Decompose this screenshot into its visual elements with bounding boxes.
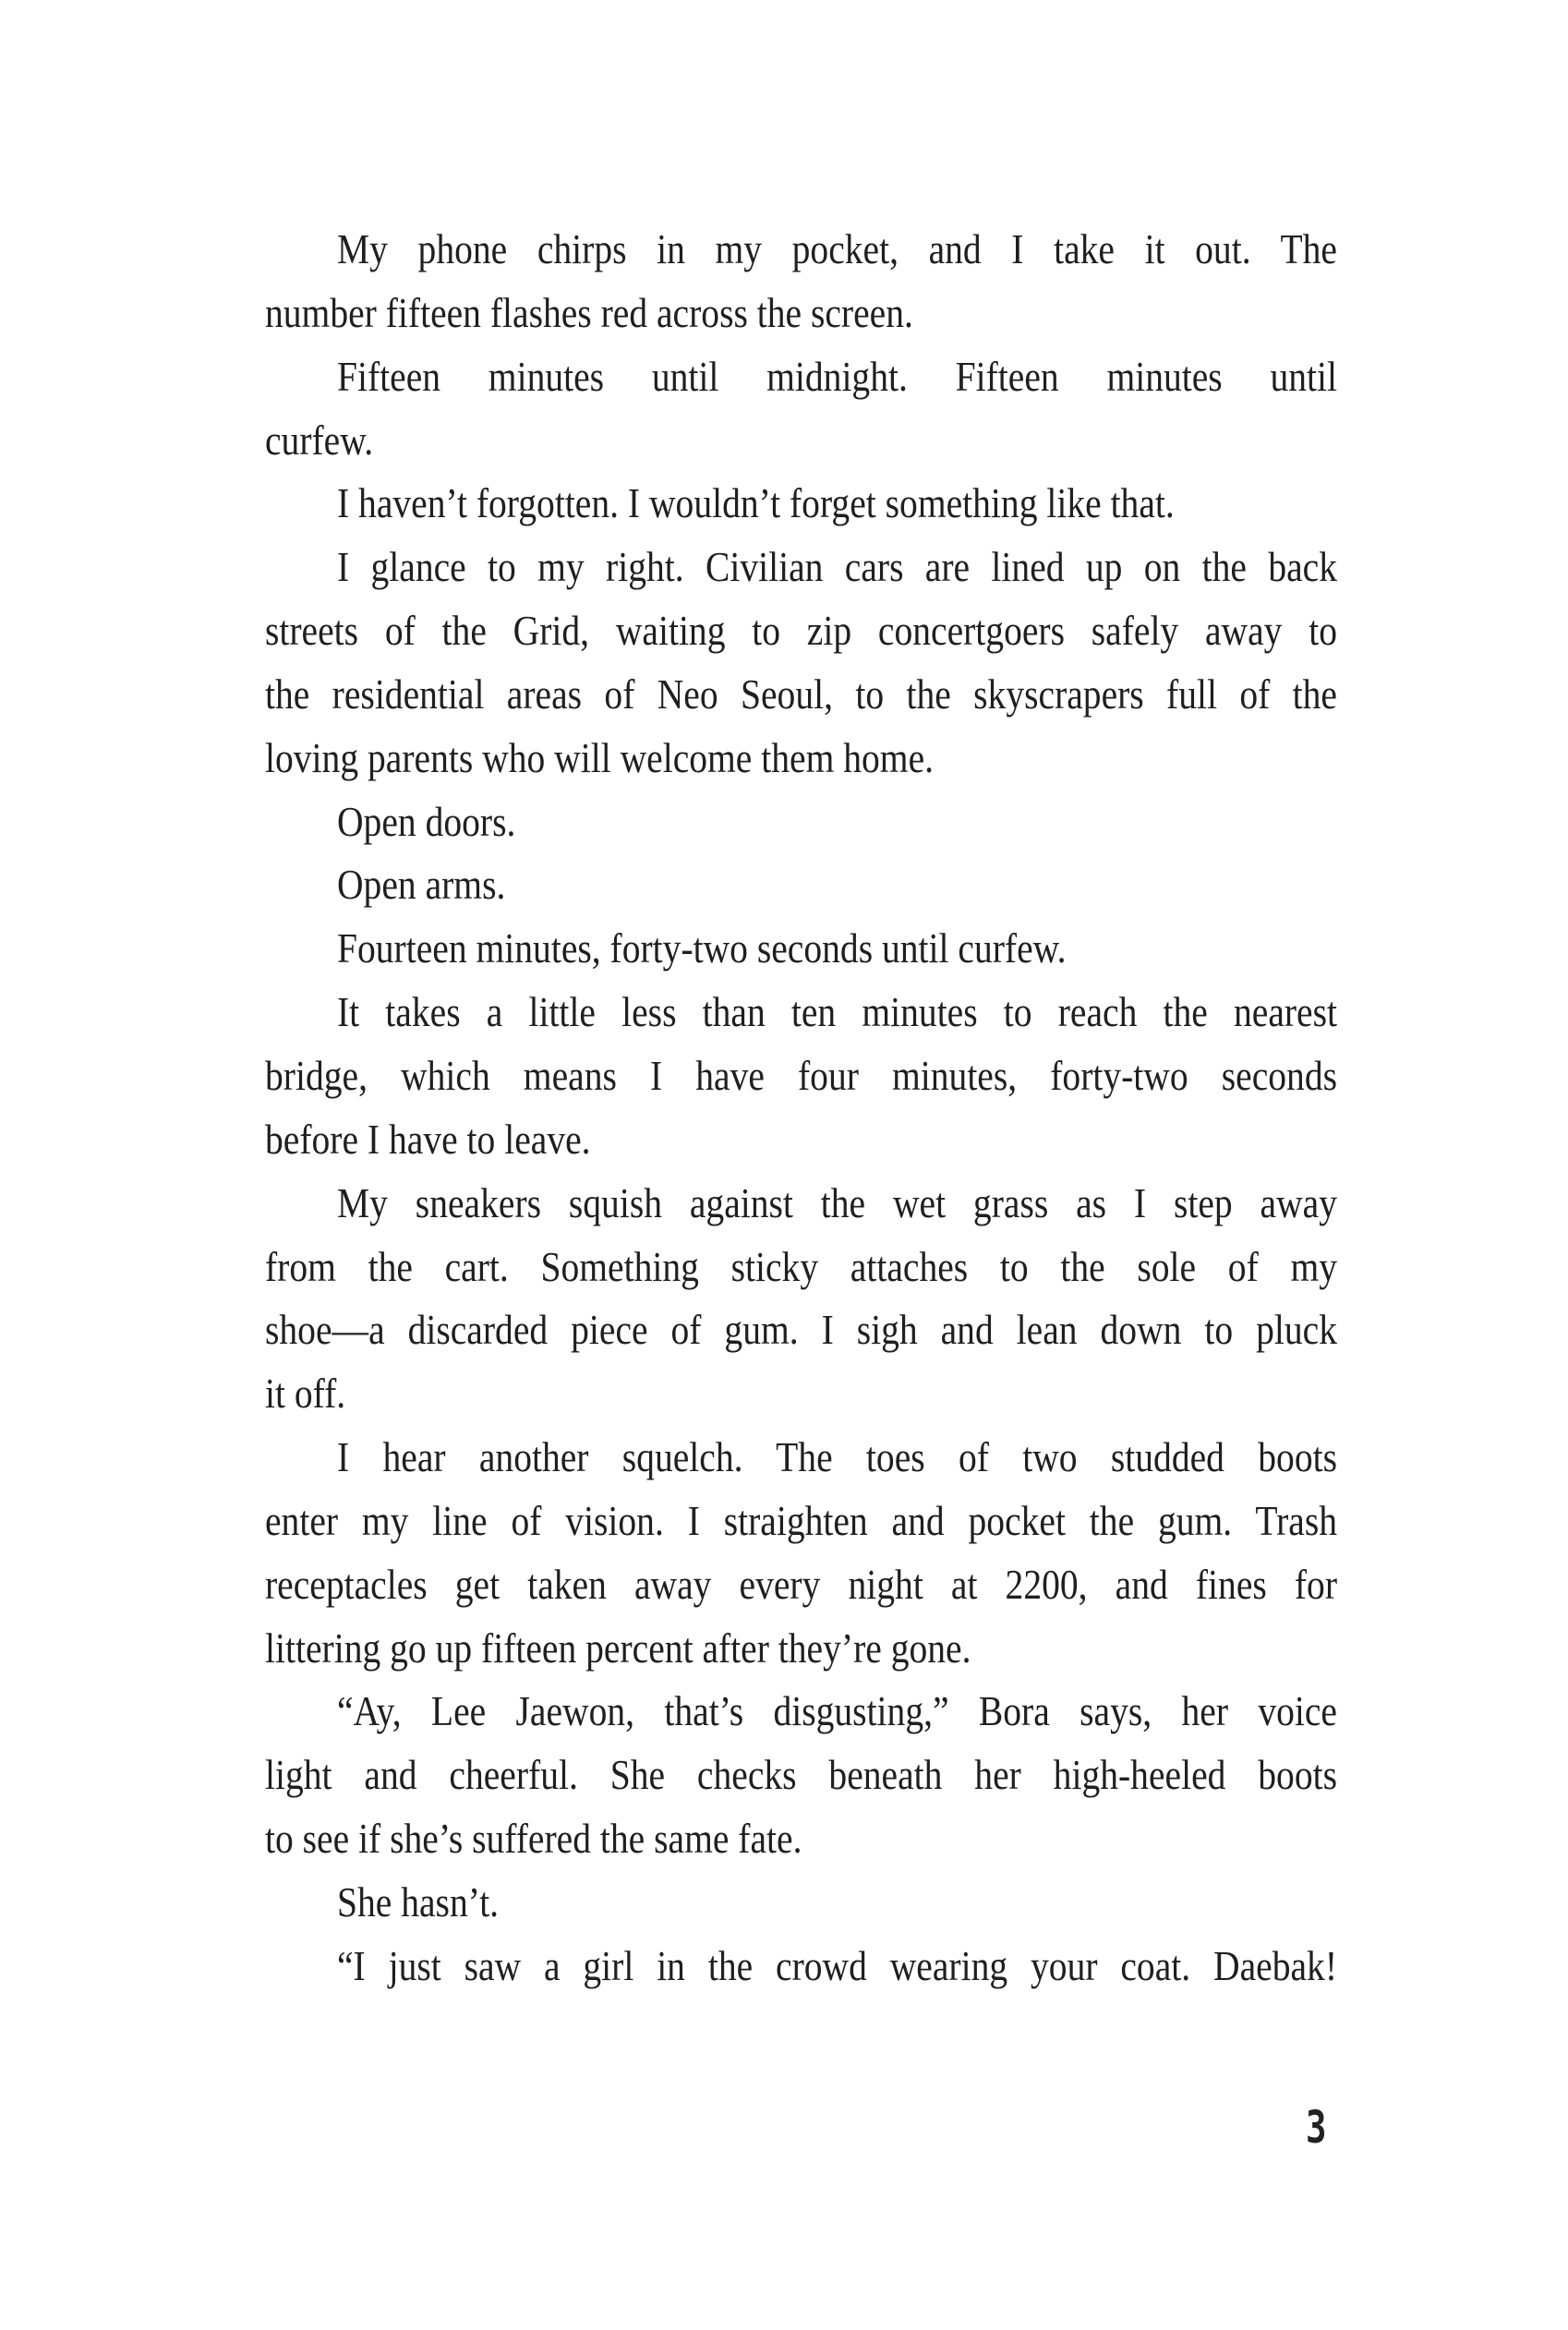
text-line [265, 1617, 1337, 1681]
text-line-content: “I just saw a girl in the crowd wearing your coat. Daebak! [336, 1941, 1338, 1989]
page-number: 3 [1306, 2102, 1327, 2154]
text-line-content: I haven’t forgotten. I wouldn’t forget something like that. [336, 479, 1175, 527]
text-line-content: from the cart. Something sticky attaches to the sole of my [265, 1242, 1337, 1290]
text-line [265, 409, 1337, 473]
text-line [265, 1490, 1337, 1553]
text-line-content: My phone chirps in my pocket, and I take it out. The [336, 225, 1338, 272]
text-line-content: Fourteen minutes, forty-two seconds until curfew. [336, 924, 1067, 972]
text-line-content: “Ay, Lee Jaewon, that’s disgusting,” Bora says, her voice [336, 1687, 1338, 1735]
text-line [265, 1744, 1337, 1807]
text-line-content: before I have to leave. [265, 1115, 591, 1163]
text-line [265, 218, 1337, 282]
text-line-content: receptacles get taken away every night at 2200, and fines for [265, 1560, 1337, 1608]
text-line [265, 1298, 1337, 1362]
text-line [265, 1236, 1337, 1299]
text-line [265, 1108, 1337, 1172]
text-line [265, 1044, 1337, 1108]
text-line [265, 536, 1337, 599]
text-line [265, 1362, 1337, 1426]
text-line-content: I hear another squelch. The toes of two studded boots [336, 1433, 1338, 1481]
text-line-content: enter my line of vision. I straighten and pocket the gum. Trash [265, 1496, 1337, 1544]
text-line [265, 663, 1337, 727]
text-line [265, 1807, 1337, 1871]
text-line-content: number fifteen flashes red across the screen. [265, 288, 913, 336]
text-line [265, 472, 1337, 536]
text-line [265, 791, 1337, 854]
text-line [265, 282, 1337, 345]
text-line-content: shoe—a discarded piece of gum. I sigh and lean down to pluck [265, 1306, 1337, 1354]
text-line [265, 1935, 1337, 1998]
text-line [265, 727, 1337, 791]
text-line-content: to see if she’s suffered the same fate. [265, 1815, 802, 1863]
text-line-content: the residential areas of Neo Seoul, to the skyscrapers full of the [265, 670, 1337, 718]
text-line [265, 345, 1337, 409]
text-line-content: I glance to my right. Civilian cars are lined up on the back [336, 543, 1338, 591]
text-line-content: streets of the Grid, waiting to zip concertgoers safely away to [265, 607, 1337, 655]
text-line-content: light and cheerful. She checks beneath her high-heeled boots [265, 1751, 1337, 1799]
text-line-content: bridge, which means I have four minutes, forty-two seconds [265, 1051, 1337, 1099]
text-line-content: it off. [265, 1370, 346, 1418]
text-line-content: littering go up fifteen percent after they’re gone. [265, 1624, 971, 1672]
text-line [265, 1553, 1337, 1617]
text-line [265, 1426, 1337, 1490]
text-line-content: Open doors. [336, 797, 516, 845]
text-line-content: Open arms. [336, 861, 506, 909]
text-line [265, 599, 1337, 663]
text-line [265, 1871, 1337, 1935]
text-line [265, 1680, 1337, 1744]
text-line-content: It takes a little less than ten minutes to reach the nearest [336, 988, 1338, 1036]
text-line [265, 853, 1337, 917]
text-line-content: curfew. [265, 416, 374, 464]
text-line [265, 1172, 1337, 1236]
text-line-content: My sneakers squish against the wet grass as I step away [336, 1178, 1338, 1226]
text-line-content: loving parents who will welcome them home. [265, 733, 935, 781]
text-line-content: Fifteen minutes until midnight. Fifteen minutes until [336, 352, 1338, 400]
text-line [265, 981, 1337, 1044]
text-line-content: She hasn’t. [336, 1877, 500, 1926]
body-text [265, 218, 1337, 1998]
text-line [265, 917, 1337, 981]
